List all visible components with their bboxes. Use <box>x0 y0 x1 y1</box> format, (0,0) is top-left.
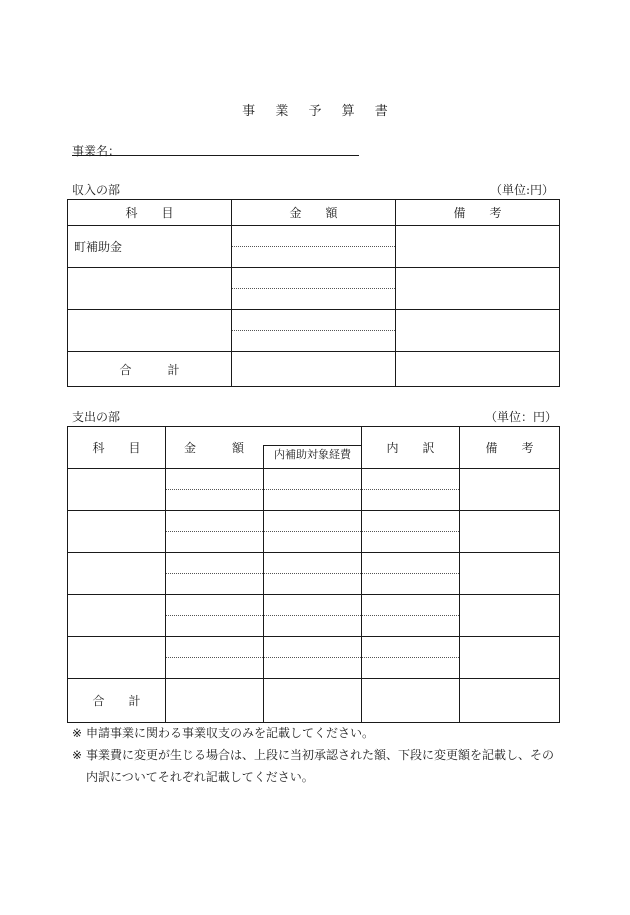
expense-remarks-cell[interactable] <box>460 637 560 679</box>
expense-subsidy-cell[interactable] <box>264 637 362 679</box>
title-char: 算 <box>341 104 355 119</box>
income-row <box>68 268 560 310</box>
income-amount-cell[interactable] <box>232 310 396 352</box>
title-char: 事 <box>242 104 256 119</box>
expense-breakdown-cell[interactable] <box>362 553 460 595</box>
note-text: 申請事業に関わる事業収支のみを記載してください。 <box>86 726 375 740</box>
expense-subsidy-cell[interactable] <box>264 511 362 553</box>
income-amount-cell[interactable] <box>232 268 396 310</box>
expense-unit-label: （単位：円） <box>485 410 558 424</box>
expense-breakdown-cell[interactable] <box>362 469 460 511</box>
income-row <box>68 310 560 352</box>
expense-row <box>68 595 560 637</box>
expense-header-remarks: 備 考 <box>460 427 560 469</box>
document-title <box>0 100 630 119</box>
expense-total-breakdown-cell[interactable] <box>362 679 460 723</box>
expense-row <box>68 553 560 595</box>
expense-section-label: 支出の部 <box>72 410 121 424</box>
title-char: 業 <box>275 104 289 119</box>
income-header-item: 科 目 <box>68 200 232 226</box>
expense-amount-cell[interactable] <box>166 637 264 679</box>
expense-amount-cell[interactable] <box>166 511 264 553</box>
project-name-label: 事業名： <box>72 144 121 158</box>
income-table <box>67 199 560 387</box>
expense-remarks-cell[interactable] <box>460 469 560 511</box>
expense-row <box>68 637 560 679</box>
expense-item-cell[interactable] <box>68 637 166 679</box>
income-total-row <box>68 352 560 387</box>
income-remarks-cell[interactable] <box>396 310 560 352</box>
expense-table <box>67 426 560 723</box>
income-total-label: 合 計 <box>68 352 232 387</box>
income-total-remarks-cell[interactable] <box>396 352 560 387</box>
income-remarks-cell[interactable] <box>396 226 560 268</box>
expense-remarks-cell[interactable] <box>460 595 560 637</box>
expense-subsidy-cell[interactable] <box>264 595 362 637</box>
notes <box>72 722 562 788</box>
income-total-amount-cell[interactable] <box>232 352 396 387</box>
note-mark: ※ <box>72 726 83 740</box>
expense-item-cell[interactable] <box>68 511 166 553</box>
expense-row <box>68 469 560 511</box>
expense-item-cell[interactable] <box>68 553 166 595</box>
expense-total-row <box>68 679 560 723</box>
expense-row <box>68 511 560 553</box>
income-unit-label: （単位:円） <box>490 183 555 197</box>
expense-total-amount-cell[interactable] <box>166 679 264 723</box>
expense-item-cell[interactable] <box>68 595 166 637</box>
income-row <box>68 226 560 268</box>
income-item-cell[interactable] <box>68 268 232 310</box>
expense-breakdown-cell[interactable] <box>362 511 460 553</box>
note-text: 事業費に変更が生じる場合は、上段に当初承認された額、下段に変更額を記載し、その内訳についてそれぞれ記載してください。 <box>86 748 555 784</box>
note-mark: ※ <box>72 748 83 762</box>
expense-item-cell[interactable] <box>68 469 166 511</box>
project-name-field[interactable] <box>72 155 359 156</box>
expense-header-item: 科 目 <box>68 427 166 469</box>
expense-remarks-cell[interactable] <box>460 511 560 553</box>
note-item <box>72 722 562 744</box>
income-item-cell[interactable] <box>68 310 232 352</box>
expense-total-subsidy-cell[interactable] <box>264 679 362 723</box>
income-remarks-cell[interactable] <box>396 268 560 310</box>
expense-remarks-cell[interactable] <box>460 553 560 595</box>
expense-subsidy-cell[interactable] <box>264 469 362 511</box>
expense-subsidy-cell[interactable] <box>264 553 362 595</box>
title-char: 書 <box>374 104 388 119</box>
title-char: 予 <box>308 104 322 119</box>
income-amount-cell[interactable] <box>232 226 396 268</box>
income-header-remarks: 備 考 <box>396 200 560 226</box>
expense-amount-cell[interactable] <box>166 595 264 637</box>
income-section-label: 収入の部 <box>72 183 121 197</box>
expense-total-remarks-cell[interactable] <box>460 679 560 723</box>
expense-amount-cell[interactable] <box>166 469 264 511</box>
expense-header-amount: 金 額 <box>166 427 264 469</box>
note-item <box>72 744 562 788</box>
expense-header-subsidy-target: 内補助対象経費 <box>264 446 362 469</box>
income-header-amount: 金 額 <box>232 200 396 226</box>
income-item-cell[interactable]: 町補助金 <box>68 226 232 268</box>
expense-breakdown-cell[interactable] <box>362 637 460 679</box>
expense-amount-cell[interactable] <box>166 553 264 595</box>
expense-header-breakdown: 内 訳 <box>362 427 460 469</box>
expense-total-label: 合 計 <box>68 679 166 723</box>
expense-breakdown-cell[interactable] <box>362 595 460 637</box>
